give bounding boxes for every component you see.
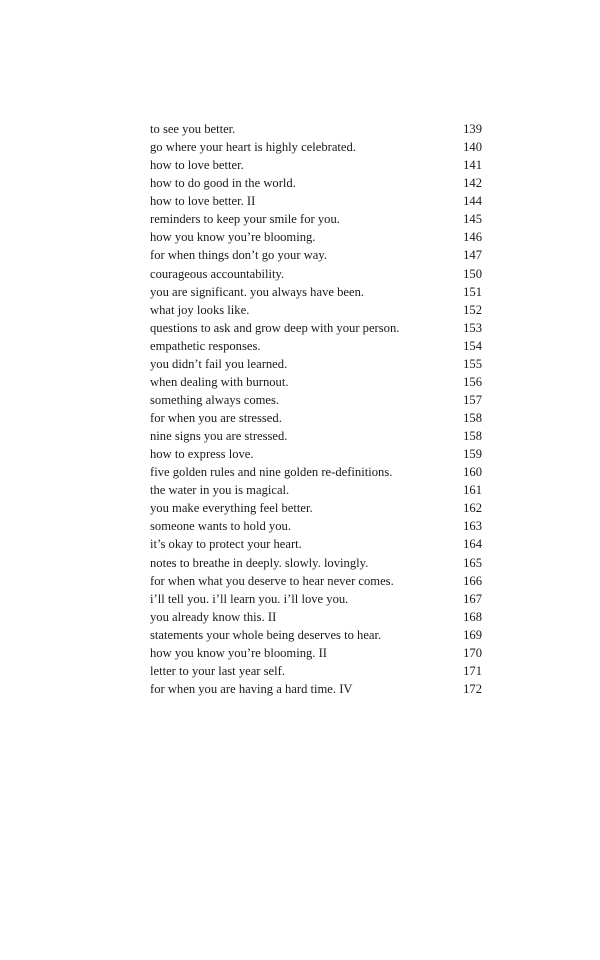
toc-entry-title: statements your whole being deserves to hear.: [150, 627, 382, 642]
toc-entry-title: to see you better.: [150, 122, 236, 136]
toc-entry-page-number: 146: [463, 230, 482, 245]
toc-entry-title: courageous accountability.: [150, 266, 285, 281]
toc-entry-page-number: 171: [463, 663, 482, 678]
toc-entry: [150, 192, 482, 210]
toc-entry-title: how you know you’re blooming.: [150, 230, 316, 245]
toc-entry-title: how to love better. II: [150, 194, 256, 209]
toc-entry: [150, 174, 482, 192]
toc-entry: [150, 427, 482, 445]
toc-entry-title: how to do good in the world.: [150, 176, 296, 191]
toc-entry-page-number: 159: [463, 447, 482, 462]
toc-entry-title: you already know this. II: [150, 609, 277, 624]
toc-entry-page-number: 139: [463, 122, 482, 136]
toc-entry-title: what joy looks like.: [150, 302, 250, 317]
toc-entry-title: go where your heart is highly celebrated.: [150, 140, 356, 155]
toc-entry: [150, 265, 482, 283]
toc-entry-page-number: 158: [463, 411, 482, 425]
toc-entry: [150, 355, 482, 373]
table-of-contents: [150, 120, 482, 698]
toc-entry-title: something always comes.: [150, 392, 280, 407]
toc-entry-page-number: 144: [463, 194, 482, 209]
toc-entry-page-number: 161: [463, 483, 482, 498]
toc-entry-title: for when things don’t go your way.: [150, 248, 327, 263]
toc-entry: [150, 535, 482, 553]
toc-entry-page-number: 163: [463, 519, 482, 534]
toc-entry-page-number: 158: [463, 429, 482, 444]
toc-entry: [150, 626, 482, 644]
toc-entry-title: for when what you deserve to hear never comes.: [150, 573, 394, 588]
toc-entry-title: it’s okay to protect your heart.: [150, 537, 302, 552]
toc-entry-title: nine signs you are stressed.: [150, 429, 288, 444]
toc-entry: [150, 210, 482, 228]
toc-entry-title: notes to breathe in deeply. slowly. lovingly.: [150, 555, 369, 570]
toc-entry: [150, 463, 482, 481]
toc-entry: [150, 481, 482, 499]
toc-entry-title: you are significant. you always have been.: [150, 284, 365, 299]
toc-entry-title: when dealing with burnout.: [150, 374, 289, 389]
toc-entry-page-number: 141: [463, 158, 482, 173]
toc-entry: [150, 283, 482, 301]
toc-entry-title: empathetic responses.: [150, 338, 261, 353]
toc-entry: [150, 319, 482, 337]
toc-entry-title: someone wants to hold you.: [150, 519, 291, 534]
toc-entry-title: reminders to keep your smile for you.: [150, 212, 340, 227]
toc-entry: [150, 409, 482, 427]
toc-entry-title: letter to your last year self.: [150, 663, 285, 678]
toc-entry-page-number: 155: [463, 356, 482, 371]
toc-entry: [150, 499, 482, 517]
toc-entry-page-number: 152: [463, 302, 482, 317]
toc-entry: [150, 644, 482, 662]
toc-entry-page-number: 160: [463, 465, 482, 480]
toc-entry-page-number: 151: [463, 284, 482, 299]
toc-entry-page-number: 170: [463, 645, 482, 660]
toc-entry: [150, 554, 482, 572]
toc-entry-page-number: 150: [463, 266, 482, 281]
toc-entry-page-number: 168: [463, 609, 482, 624]
toc-entry-page-number: 166: [463, 573, 482, 588]
toc-entry-title: how to love better.: [150, 158, 244, 173]
toc-entry-page-number: 162: [463, 501, 482, 516]
toc-entry: [150, 662, 482, 680]
toc-entry-title: for when you are having a hard time. IV: [150, 681, 353, 696]
toc-entry: [150, 680, 482, 698]
toc-entry-page-number: 172: [463, 681, 482, 696]
toc-entry-page-number: 164: [463, 537, 482, 552]
toc-entry: [150, 373, 482, 391]
toc-entry: [150, 228, 482, 246]
toc-entry: [150, 246, 482, 264]
toc-entry: [150, 337, 482, 355]
toc-entry: [150, 608, 482, 626]
toc-entry-page-number: 140: [463, 140, 482, 155]
toc-entry: [150, 138, 482, 156]
toc-entry-page-number: 157: [463, 392, 482, 407]
toc-entry-title: the water in you is magical.: [150, 483, 290, 498]
toc-entry: [150, 590, 482, 608]
toc-entry-page-number: 154: [463, 338, 482, 353]
toc-entry: [150, 301, 482, 319]
toc-entry: [150, 120, 482, 138]
toc-entry-title: you make everything feel better.: [150, 501, 313, 516]
toc-entry-title: for when you are stressed.: [150, 411, 282, 425]
toc-entry-title: i’ll tell you. i’ll learn you. i’ll love you.: [150, 591, 349, 606]
toc-entry-title: questions to ask and grow deep with your person.: [150, 320, 400, 335]
toc-entry-title: you didn’t fail you learned.: [150, 356, 288, 371]
toc-entry: [150, 445, 482, 463]
toc-entry-title: how to express love.: [150, 447, 254, 462]
toc-entry: [150, 517, 482, 535]
toc-entry-page-number: 147: [463, 248, 482, 263]
toc-entry: [150, 391, 482, 409]
toc-entry: [150, 156, 482, 174]
toc-entry-title: five golden rules and nine golden re-definitions.: [150, 465, 393, 480]
toc-entry-page-number: 169: [463, 627, 482, 642]
toc-entry-page-number: 142: [463, 176, 482, 191]
toc-entry-page-number: 165: [463, 555, 482, 570]
toc-entry-page-number: 153: [463, 320, 482, 335]
toc-entry-page-number: 145: [463, 212, 482, 227]
toc-entry: [150, 572, 482, 590]
toc-entry-page-number: 167: [463, 591, 482, 606]
toc-entry-page-number: 156: [463, 374, 482, 389]
toc-entry-title: how you know you’re blooming. II: [150, 645, 327, 660]
